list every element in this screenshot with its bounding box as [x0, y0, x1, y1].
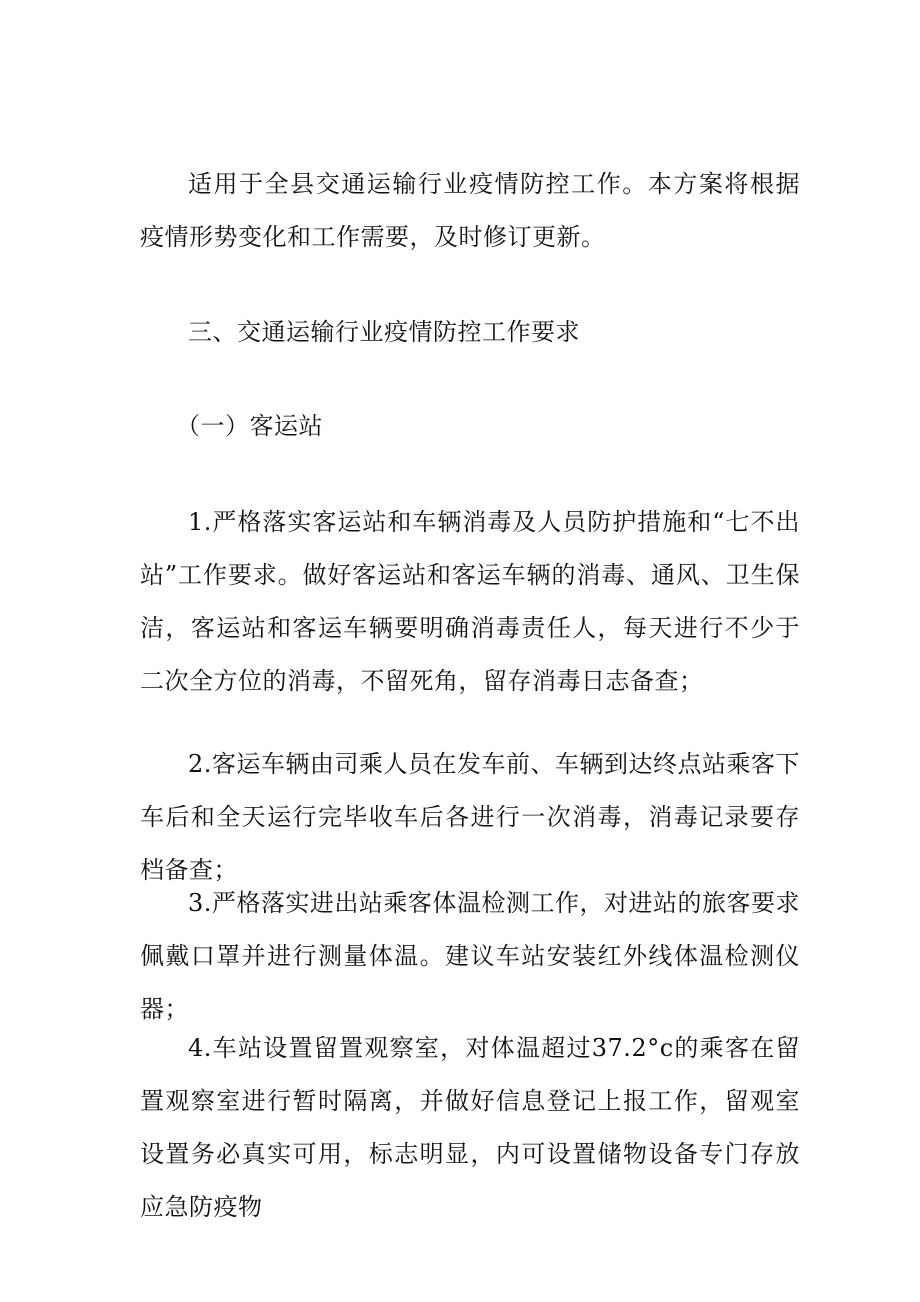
paragraph-item-3: 3.严格落实进出站乘客体温检测工作，对进站的旅客要求佩戴口罩并进行测量体温。建议车站安装红外线体温检测仪器；: [140, 889, 800, 1023]
subsection-heading-passenger-station: （一）客运站: [176, 412, 323, 440]
paragraph-item-1: 1.严格落实客运站和车辆消毒及人员防护措施和“七不出站”工作要求。做好客运站和客运车辆的消毒、通风、卫生保洁，客运站和客运车辆要明确消毒责任人，每天进行不少于二次全方位的消毒，不留死角，留存消毒日志备查；: [140, 508, 800, 695]
paragraph-scope: 适用于全县交通运输行业疫情防控工作。本方案将根据疫情形势变化和工作需要，及时修订更新。: [140, 170, 800, 251]
section-heading-requirements: 三、交通运输行业疫情防控工作要求: [188, 318, 580, 346]
paragraph-item-2: 2.客运车辆由司乘人员在发车前、车辆到达终点站乘客下车后和全天运行完毕收车后各进行一次消毒，消毒记录要存档备查；: [140, 750, 800, 884]
paragraph-item-4: 4.车站设置留置观察室，对体温超过37.2°c的乘客在留置观察室进行暂时隔离，并做好信息登记上报工作，留观室设置务必真实可用，标志明显，内可设置储物设备专门存放应急防疫物: [140, 1034, 800, 1221]
